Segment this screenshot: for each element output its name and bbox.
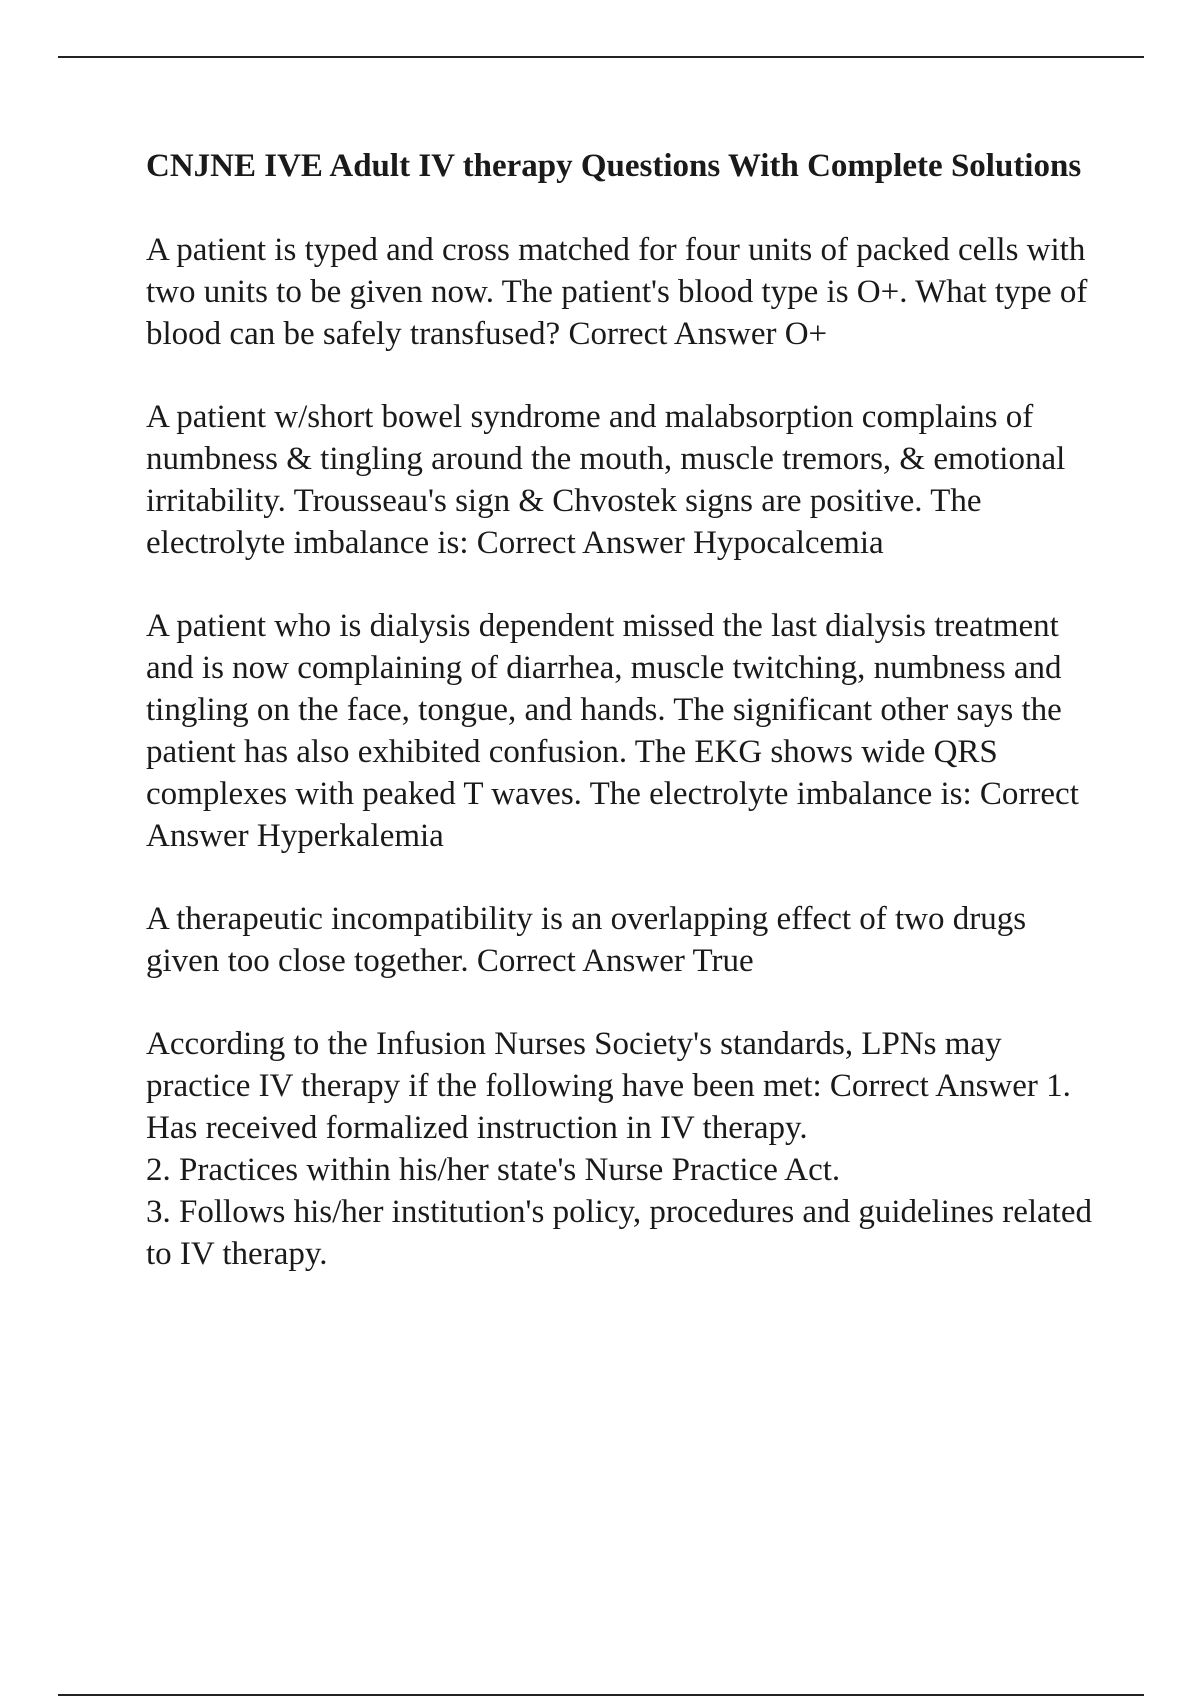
answer-label: Correct Answer [476,943,685,979]
question-text: A patient w/short bowel syndrome and malabsorption complains of numbness & tingling around the mouth, muscle tremors, & emotional irritability. Trousseau's sign & Chvostek signs are positive. The electrolyte imbalance is: [146,399,1074,561]
answer-continued-line: 3. Follows his/her institution's policy, procedures and guidelines related to IV therapy. [146,1194,1101,1272]
answer-text: O+ [784,316,828,352]
qa-list [146,229,1106,1275]
bottom-rule [58,1694,1144,1696]
answer-label: Correct Answer [829,1068,1038,1104]
answer-label: Correct Answer [568,316,777,352]
question-text: According to the Infusion Nurses Society's standards, LPNs may practice IV therapy if the following have been met: [146,1026,1010,1104]
answer-text: Hypocalcemia [693,525,884,561]
qa-item-2 [146,396,1106,564]
answer-label: Correct Answer [146,776,1086,854]
question-text: A patient is typed and cross matched for four units of packed cells with two units to be given now. The patient's blood type is O+. What type of blood can be safely transfused? [146,232,1096,352]
answer-label: Correct Answer [476,525,685,561]
top-rule [58,56,1144,58]
qa-item-5 [146,1023,1106,1275]
answer-text: Hyperkalemia [256,818,444,854]
question-text: A therapeutic incompatibility is an overlapping effect of two drugs given too close together. [146,901,1035,979]
document-title: CNJNE IVE Adult IV therapy Questions With Complete Solutions [146,148,1082,184]
question-text: A patient who is dialysis dependent missed the last dialysis treatment and is now complaining of diarrhea, muscle twitching, numbness and tingling on the face, tongue, and hands. The significant other says the patient has also exhibited confusion. The EKG shows wide QRS complexes with peaked T waves. The electrolyte imbalance is: [146,608,1071,812]
qa-item-3 [146,605,1106,857]
qa-item-4 [146,898,1106,982]
answer-text: True [692,943,754,979]
qa-item-1 [146,229,1106,355]
document-body [146,146,1106,1316]
answer-continued-line: 2. Practices within his/her state's Nurse Practice Act. [146,1152,841,1188]
answer-text: 1. Has received formalized instruction in IV therapy. [146,1068,1080,1146]
